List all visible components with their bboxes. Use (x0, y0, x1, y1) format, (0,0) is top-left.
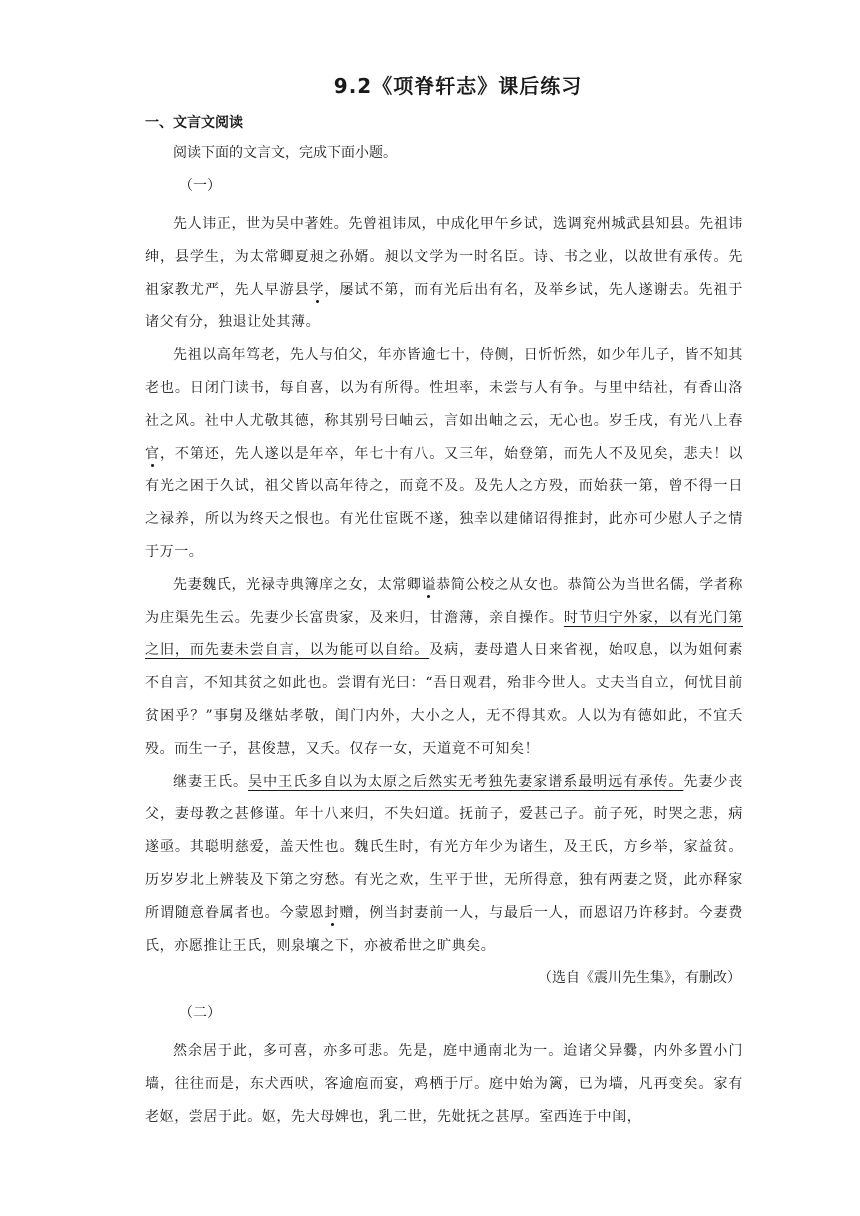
emphasis-dot-char: 谥 (421, 576, 437, 593)
part-two-label: （二） (179, 1005, 221, 1022)
paragraph-2: 先祖以高年笃老，先人与伯父，年亦皆逾七十，侍侧，日忻忻然，如少年儿子，皆不知其老也。日闭门读书，每自喜，以为有所得。性坦率，未尝与人有争。与里中结社，有香山洛社之风。社中人尤敬其德，称其别号曰岫云，言如出岫之云，无心也。岁壬戌，有光八上春官，不第还，先人遂以是年卒，年七十有八。又三年，始登第，而先人不及见矣，悲夫！以有光之困于久试，祖父皆以高年待之，而竟不及。及先人之方殁，而始获一第，曾不得一日之禄养，所以为终天之恨也。有光仕宦既不遂，独幸以建储诏得推封，此亦可少慰人子之情于万一。 (145, 347, 743, 560)
paragraph-1: 先人讳正，世为吴中著姓。先曾祖讳凤，中成化甲午乡试，选调兖州城武县知县。先祖讳绅，县学生，为太常卿夏昶之孙婿。昶以文学为一时名臣。诗、书之业，以故世有承传。先祖家教尤严，先人早游县学，屡试不第，而有光后出有名，及举乡试，先人遂谢去。先祖于诸父有分，独退让处其薄。 (145, 216, 743, 331)
underlined-sentence: 吴中王氏多自以为太原之后然实无考独先妻家谱系最明远有承传。 (248, 773, 684, 790)
emphasis-dot-char: 封 (324, 904, 340, 921)
part-one-label: （一） (179, 178, 221, 194)
paragraph-4: 继妻王氏。吴中王氏多自以为太原之后然实无考独先妻家谱系最明远有承传。先妻少丧父，妻母教之甚修谨。年十八来归，不失妇道。抚前子，爱甚己子。前子死，时哭之悲，病遂亟。其聪明慈爱，盖天性也。魏氏生时，有光方年少为诸生，及王氏，方乡举，家益贫。历岁岁北上辨装及下第之穷愁。有光之欢，生平于世，无所得意，独有两妻之贤，此亦释家所谓随意眷属者也。今蒙恩封赠，例当封妻前一人，与最后一人，而恩诏乃许移封。今妻费氏，亦愿推让王氏，则泉壤之下，亦被希世之旷典矣。 (145, 773, 744, 954)
paragraph-5: 然余居于此，多可喜，亦多可悲。先是，庭中通南北为一。迨诸父异爨，内外多置小门墙，往往而是，东犬西吠，客逾庖而宴，鸡栖于厅。庭中始为篱，已为墙，凡再变矣。家有老妪，尝居于此。妪，先大母婢也，乳二世，先妣抚之甚厚。室西连于中闺， (145, 1043, 743, 1125)
document-title: 9.2《项脊轩志》课后练习 (333, 74, 583, 98)
paragraph-3: 先妻魏氏，光禄寺典簿庠之女，太常卿谥恭简公校之从女也。恭简公为当世名儒，学者称为庄渠先生云。先妻少长富贵家，及来归，甘澹薄，亲自操作。时节归宁外家，以有光门第之旧，而先妻未尝自言，以为能可以自给。及病，妻母遣人日来省视，始叹息，以为姐何素不自言，不知其贫之如此也。尝谓有光曰：“吾日观君，殆非今世人。丈夫当自立，何忧目前贫困乎？”事舅及继姑孝敬，闺门内外，大小之人，无不得其欢。人以为有德如此，不宜夭殁。而生一子，甚俊慧，又夭。仅存一女，天道竟不可知矣！ (145, 576, 743, 757)
section-heading: 一、文言文阅读 (145, 115, 243, 131)
emphasis-dot-char: 官 (145, 445, 160, 462)
underlined-sentence: 时节归宁外家，以有光门第之旧，而先妻未尝自言，以为能可以自给。 (145, 609, 743, 659)
instruction-text: 阅读下面的文言文，完成下面小题。 (173, 145, 397, 161)
emphasis-dot-char: 学 (309, 281, 325, 298)
source-citation: （选自《震川先生集》，有删改） (538, 970, 741, 987)
